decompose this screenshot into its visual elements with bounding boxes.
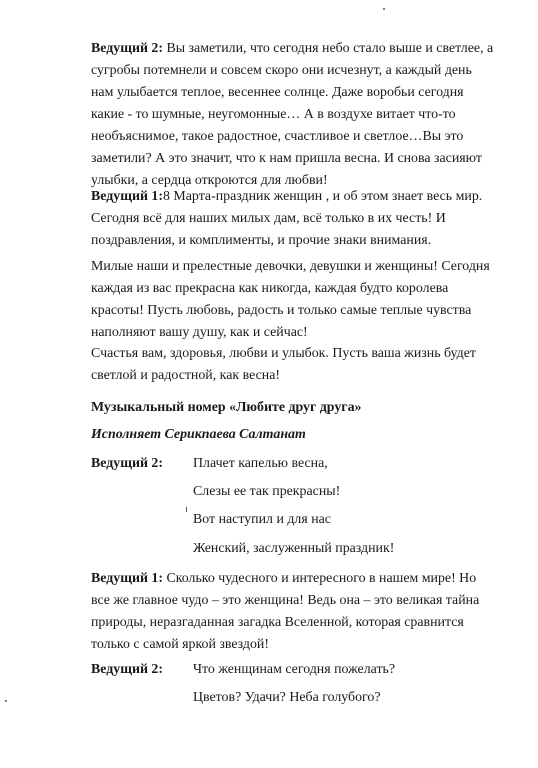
verse-line: Плачет капелью весна, <box>193 456 328 471</box>
verse-line: Что женщинам сегодня пожелать? <box>193 662 396 677</box>
text-line: улыбки, а сердца откроются для любви! <box>91 173 328 188</box>
text-line: Милые наши и прелестные девочки, девушки и женщины! Сегодня <box>91 259 490 274</box>
text-line <box>91 186 503 208</box>
verse-line: Слезы ее так прекрасны! <box>193 484 341 499</box>
text-line: нам улыбается теплое, весеннее солнце. Даже воробьи сегодня <box>91 85 464 100</box>
paragraph-dear-women <box>91 256 503 344</box>
verse-line: Женский, заслуженный праздник! <box>193 541 395 556</box>
scan-speck <box>5 700 7 702</box>
text-line: Сегодня всё для наших милых дам, всё только в их честь! И <box>91 211 446 226</box>
scan-speck <box>383 8 385 10</box>
text-line: сугробы потемнели и совсем скоро они исчезнут, а каждый день <box>91 63 472 78</box>
speaker-label: Ведущий 2: <box>91 41 163 56</box>
text-line: заметили? А это значит, что к нам пришла весна. И снова засияют <box>91 151 482 166</box>
speaker-label: Ведущий 1: <box>91 571 163 586</box>
text-line-content: 8 Марта-праздник женщин , и об этом знает весь мир. <box>163 189 483 204</box>
text-line <box>91 568 503 590</box>
text-line-content: Сколько чудесного и интересного в нашем мире! Но <box>163 571 477 586</box>
text-line: Счастья вам, здоровья, любви и улыбок. Пусть ваша жизнь будет <box>91 346 476 361</box>
text-line: какие - то шумные, неугомонные… А в воздухе витает что-то <box>91 107 456 122</box>
speaker-label: Ведущий 2: <box>91 456 163 471</box>
speaker-label: Ведущий 1: <box>91 189 163 204</box>
text-line: все же главное чудо – это женщина! Ведь она – это великая тайна <box>91 593 480 608</box>
scan-speck <box>186 507 187 512</box>
text-line: поздравления, и комплименты, и прочие знаки внимания. <box>91 233 432 248</box>
verse-line: Цветов? Удачи? Неба голубого? <box>193 690 381 705</box>
paragraph-wishes <box>91 343 503 387</box>
text-line: природы, неразгаданная загадка Вселенной, которая сравнится <box>91 615 464 630</box>
text-line: светлой и радостной, как весна! <box>91 368 280 383</box>
speaker-label: Ведущий 2: <box>91 662 163 677</box>
paragraph-vedushchiy1-march8 <box>91 186 503 252</box>
text-line <box>91 38 503 60</box>
text-line: каждая из вас прекрасна как никогда, каждая будто королева <box>91 281 449 296</box>
verse-line: Вот наступил и для нас <box>193 512 331 527</box>
paragraph-vedushchiy1-miracle <box>91 568 503 656</box>
text-line-content: Вы заметили, что сегодня небо стало выше и светлее, а <box>163 41 494 56</box>
paragraph-vedushchiy2-intro <box>91 38 503 192</box>
performer-line: Исполняет Серикпаева Салтанат <box>91 427 306 442</box>
music-number-heading: Музыкальный номер «Любите друг друга» <box>91 400 362 415</box>
text-line: наполняют вашу душу, как и сейчас! <box>91 325 308 340</box>
text-line: красоты! Пусть любовь, радость и только самые теплые чувства <box>91 303 472 318</box>
text-line: необъяснимое, такое радостное, счастливое и светлое…Вы это <box>91 129 464 144</box>
text-line: только с самой яркой звездой! <box>91 637 269 652</box>
